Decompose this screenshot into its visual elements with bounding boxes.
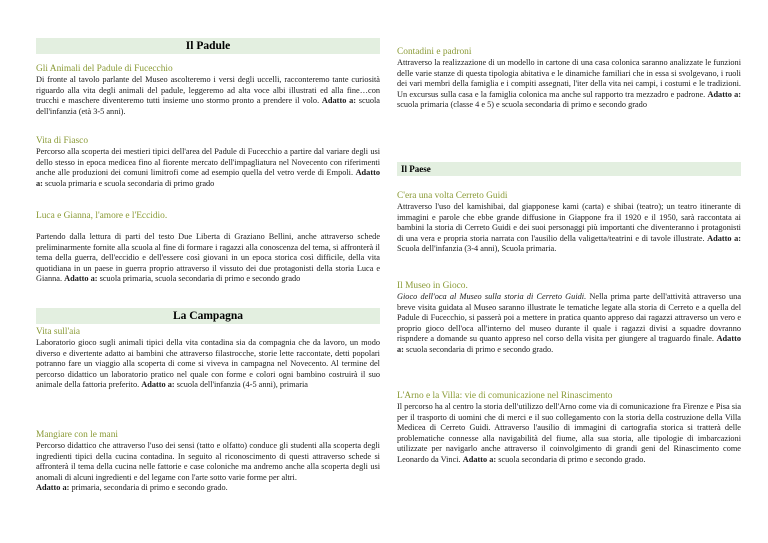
activity-mangiare bbox=[36, 430, 380, 494]
activity-vita-aia bbox=[36, 327, 380, 391]
activity-title: Gli Animali del Padule di Fucecchio bbox=[36, 64, 173, 74]
activity-contadini bbox=[397, 47, 741, 111]
activity-description: Gioco dell'oca al Museo sulla storia di Cerreto Guidi. Nella prima parte dell'attività attraverso una breve visita guidata al Museo saranno illustrate le tematiche legate alla storia di Cerreto e a quella del Padule di Fucecchio, si passerà poi a mettere in pratica quanto appreso dai ragazzi attraverso un vero e proprio gioco dell'oca all'interno del museo durante il quale i ragazzi divisi a squadre dovranno rispndere a domande su quanto appreso nel corso della visita per giungere al traguardo finale. Adatto a: scuola secondaria di primo e secondo grado. bbox=[397, 292, 742, 354]
activity-title: Luca e Gianna, l'amore e l'Eccidio. bbox=[36, 211, 168, 221]
activity-title: Vita di Fiasco bbox=[36, 136, 89, 146]
activity-gli-animali bbox=[36, 64, 380, 117]
activity-arno-villa bbox=[397, 391, 741, 466]
activity-luca-gianna bbox=[36, 211, 380, 285]
activity-description: Attraverso l'uso del kamishibai, dal giapponese kami (carta) e shibai (teatro); un teatro itinerante di immagini e parole che ebbe grande diffusione in Giappone fra il 1920 e il 1950, sarà raccontata ai bambini la storia di Cerreto Guidi e dei suoi personaggi più importanti che diventeranno i protagonisti di una vera e propria storia narrata con l'ausilio della valigetta/teatrini e di tavole illustrate. Adatto a: Scuola dell'infanzia (3-4 anni), Scuola primaria. bbox=[397, 202, 741, 254]
activity-title: C'era una volta Cerreto Guidi bbox=[397, 191, 508, 201]
activity-description: Percorso alla scoperta dei mestieri tipici dell'area del Padule di Fucecchio a partire dal variare degli usi dello stesso in epoca medicea fino al fiorente mercato dell'impagliatura nel Novecento con riferimenti anche alle produzioni dei comuni limitrofi come ad esempio quella del vetro verde di Empoli. Adatto a: scuola primaria e scuola secondaria di primo grado bbox=[36, 147, 380, 188]
activity-description: Laboratorio gioco sugli animali tipici della vita contadina sia da compagnia che da lavoro, un modo diverso e divertente adatto ai bambini che attraverso filastrocche, storie lette raccontate, detti popolari potranno fare un viaggio alla scoperta di come si viveva in campagna nel Novecento. Al termine del percorso didattico un laboratorio pratico nel quale con forme e colori ogni bambino costruirà il suo animale della fattoria preferito. Adatto a: scuola dell'infanzia (4-5 anni), primaria bbox=[36, 338, 380, 390]
activity-cera-una-volta bbox=[397, 191, 741, 255]
activity-title: L'Arno e la Villa: vie di comunicazione nel Rinascimento bbox=[397, 391, 613, 401]
activity-description: Il percorso ha al centro la storia dell'utilizzo dell'Arno come via di comunicazione fra Firenze e Pisa sia per il trasporto di uomini che di merci e il suo collegamento con la storia della costruzione della Villa Medicea di Cerreto Guidi. Attraverso l'ausilio di immagini di cartografia storica si tratterà delle problematiche connesse alla navigabilità del fiume, alla sua storia, alle tipologie di imbarcazioni utilizzate per navigarlo anche attraverso il coinvolgimento di grandi geni del Rinascimento come Leonardo da Vinci. Adatto a: scuola secondaria di primo e secondo grado. bbox=[397, 402, 741, 464]
activity-title: Il Museo in Gioco. bbox=[397, 281, 468, 291]
section-banner-padule: Il Padule bbox=[36, 38, 380, 54]
activity-description: Di fronte al tavolo parlante del Museo ascolteremo i versi degli uccelli, racconteremo tante curiosità riguardo alla vita degli animali del padule, leggeremo ad alta voce albi illustrati ed alla fine…con trucchi e maschere diventeremo tutti insieme uno stormo pronto a prendere il volo. Adatto a: scuola dell'infanzia (età 3-5 anni). bbox=[36, 75, 380, 116]
activity-description: Partendo dalla lettura di parti del testo Due Liberta di Graziano Bellini, anche attraverso schede preliminarmente fornite alla scuola al fine di formare i ragazzi alla conoscenza del tema, si affronterà il tema della guerra, dell'eccidio e dell'essere così giovani in un epoca storica così difficile, della vita quotidiana in un paese in guerra proprio attraverso il vissuto dei due protagonisti della storia Luca e Gianna. Adatto a: scuola primaria, scuola secondaria di primo e secondo grado bbox=[36, 232, 380, 284]
activity-description: Attraverso la realizzazione di un modello in cartone di una casa colonica saranno analizzate le funzioni delle varie stanze di questa tipologia abitativa e le dinamiche familiari che in essa si svolgevano, i ruoli dei vari membri della famiglia e i compiti assegnati, l'iter della vita nei campi, i costumi e le tradizioni. Un excursus sulla casa e la famiglia colonica ma anche sul rapporto tra mezzadro e padrone. Adatto a: scuola primaria (classe 4 e 5) e scuola secondaria di primo e secondo grado bbox=[397, 58, 741, 110]
section-banner-paese: Il Paese bbox=[397, 162, 741, 176]
activity-museo-gioco bbox=[397, 281, 741, 356]
activity-title: Mangiare con le mani bbox=[36, 430, 118, 440]
activity-title: Contadini e padroni bbox=[397, 47, 472, 57]
activity-title: Vita sull'aia bbox=[36, 327, 81, 337]
activity-description: Percorso didattico che attraverso l'uso dei sensi (tatto e olfatto) conduce gli studenti alla scoperta degli ingredienti tipici della cucina contadina. In seguito al riconoscimento di questi attraverso schede si affronterà il tema della cucina nelle fattorie e case coloniche ma andremo anche alla scoperta degli usi anomali di alcuni ingredienti e del legame con l'arte sotto varie forme per altri. Adatto a: primaria, secondaria di primo e secondo grado. bbox=[36, 441, 380, 493]
activity-vita-fiasco bbox=[36, 136, 380, 189]
section-banner-campagna: La Campagna bbox=[36, 308, 380, 324]
